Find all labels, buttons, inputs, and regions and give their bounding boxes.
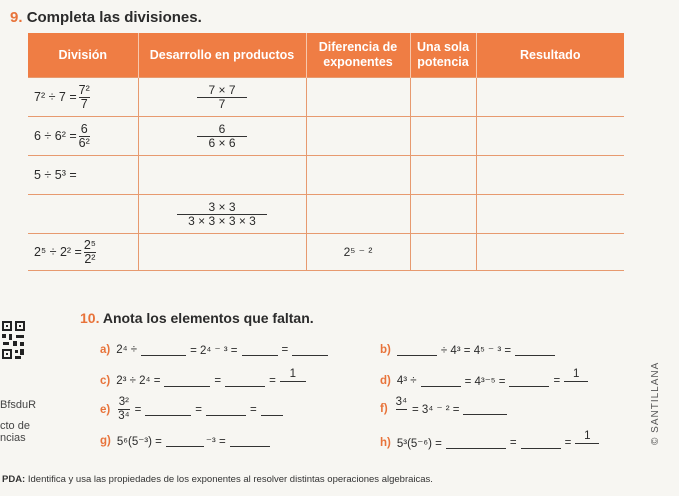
answer-blank[interactable] [292,344,328,356]
diferencia-answer-cell[interactable] [306,117,410,156]
answer-blank[interactable] [564,381,588,394]
item-f: f) 3⁴ = 3⁴ ⁻ ² = [380,396,507,422]
desarrollo-cell [138,195,306,234]
item-e: e) $\frac{\text{3²}}{\text{3⁴}}$ = = = [100,396,283,423]
answer-blank[interactable] [230,435,270,447]
answer-blank[interactable] [242,344,278,356]
qr-code-icon[interactable] [0,318,26,380]
resource-code: BfsduR [0,399,37,411]
answer-blank[interactable] [145,404,191,416]
fraction: 3⁴ [396,396,407,422]
division-cell: 7² ÷ 7 = $\frac{\text{7²}}{7}$ [28,78,138,117]
resultado-answer-cell[interactable] [476,156,624,195]
header-diferencia: Diferencia de exponentes [306,33,410,78]
diferencia-answer-cell[interactable] [306,156,410,195]
division-answer-cell[interactable] [28,195,138,234]
header-desarrollo: Desarrollo en productos [138,33,306,78]
answer-blank[interactable] [397,344,437,356]
resultado-answer-cell[interactable] [476,78,624,117]
item-c: c) 2³ ÷ 2⁴ = = = 1 [100,368,308,394]
publisher-credit: © SANTILLANA [650,361,661,445]
fraction: 1 [575,430,599,456]
answer-blank[interactable] [515,344,555,356]
answer-blank[interactable] [463,403,507,415]
item-a: a) 2⁴ ÷ = 2⁴ ⁻ ³ = = [100,343,332,357]
exercise-9-title: 9. Completa las divisiones. [10,9,202,26]
fraction: $\frac{\text{3²}}{\text{3⁴}}$ [118,396,130,422]
potencia-answer-cell[interactable] [410,78,476,117]
item-d: d) 4³ ÷ = 4³⁻⁵ = = 1 [380,368,590,394]
item-h: h) 5³(5⁻⁶) = = = 1 [380,430,601,456]
answer-blank[interactable] [521,437,561,449]
diferencia-answer-cell[interactable] [306,78,410,117]
diferencia-answer-cell[interactable] [306,195,410,234]
desarrollo-cell [138,78,306,117]
fraction: $\frac{\text{2⁵}}{\text{2²}}$ [83,237,96,266]
potencia-answer-cell[interactable] [410,234,476,271]
answer-blank[interactable] [446,437,506,449]
item-g: g) 5⁶(5⁻³) = ⁻³ = [100,434,270,448]
item-b: b) ÷ 4³ = 4⁵ ⁻ ³ = [380,343,555,357]
table-row [28,78,624,117]
potencia-answer-cell[interactable] [410,117,476,156]
side-text-line1: cto de [0,420,30,432]
table-row [28,234,624,271]
fraction: $\frac{3 \times 3}{3 \times 3 \times 3 \times 3}$ [177,201,267,228]
answer-blank[interactable] [206,404,246,416]
potencia-answer-cell[interactable] [410,195,476,234]
fraction: $\frac{\text{7²}}{7}$ [78,82,90,111]
fraction: $\frac{6}{6 \times 6}$ [197,123,247,150]
header-potencia: Una sola potencia [410,33,476,78]
answer-blank[interactable] [280,381,306,394]
answer-blank[interactable] [166,435,204,447]
pda-footer: PDA: Identifica y usa las propiedades de los exponentes al resolver distintas operaciones algebraicas. [2,474,433,485]
answer-blank[interactable] [164,375,210,387]
answer-blank[interactable] [509,375,549,387]
division-cell: 6 ÷ 6² = $\frac{6}{\text{6²}}$ [28,117,138,156]
desarrollo-answer-cell[interactable] [138,234,306,271]
fraction: 1 [564,368,588,394]
header-division: División [28,33,138,78]
table-header-row [28,33,624,78]
answer-blank[interactable] [141,344,186,356]
answer-blank[interactable] [261,404,283,416]
answer-blank[interactable] [396,409,407,422]
division-cell: 5 ÷ 5³ = [28,156,138,195]
resultado-answer-cell[interactable] [476,117,624,156]
exercise-10-title: 10. Anota los elementos que faltan. [80,310,314,326]
fraction: $\frac{7 \times 7}{7}$ [197,84,247,111]
side-text-line2: ncias [0,432,26,444]
answer-blank[interactable] [421,375,461,387]
fraction: $\frac{6}{\text{6²}}$ [78,121,90,150]
desarrollo-cell [138,117,306,156]
desarrollo-answer-cell[interactable] [138,156,306,195]
table-row [28,117,624,156]
fraction: 1 [280,368,306,394]
table-row [28,195,624,234]
answer-blank[interactable] [575,443,599,456]
division-cell: 2⁵ ÷ 2² = $\frac{\text{2⁵}}{\text{2²}}$ [28,234,138,271]
table-row [28,156,624,195]
resultado-answer-cell[interactable] [476,195,624,234]
header-resultado: Resultado [476,33,624,78]
diferencia-cell: 2⁵ ⁻ ² [306,234,410,271]
potencia-answer-cell[interactable] [410,156,476,195]
division-table [28,33,624,271]
resultado-answer-cell[interactable] [476,234,624,271]
answer-blank[interactable] [225,375,265,387]
